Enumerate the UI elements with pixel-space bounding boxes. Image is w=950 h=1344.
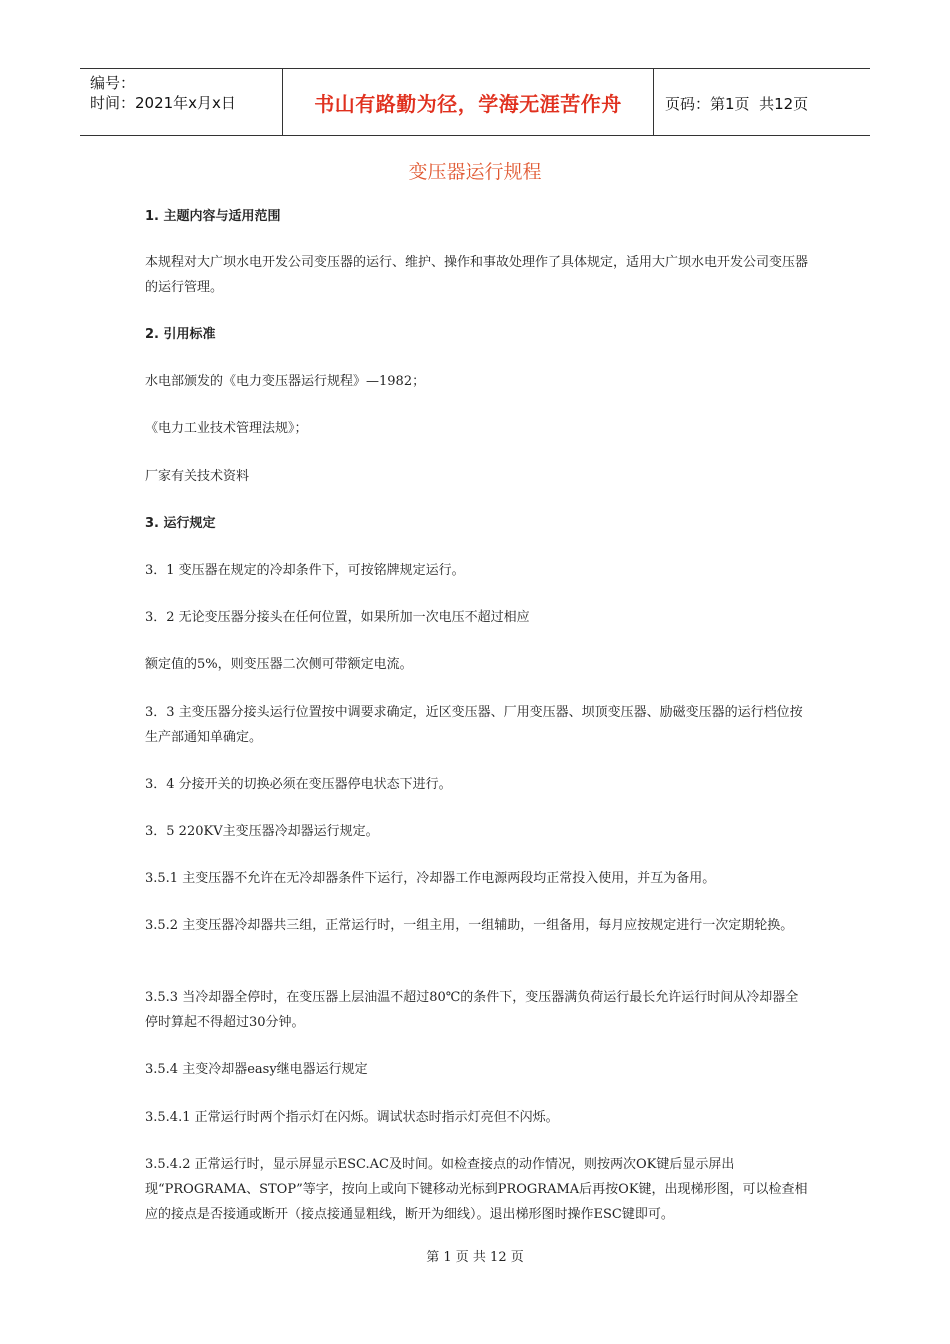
header-motto: 书山有路勤为径，学海无涯苦作舟 <box>282 69 654 135</box>
paragraph: 本规程对大广坝水电开发公司变压器的运行、维护、操作和事故处理作了具体规定，适用大广坝水电开发公司变压器的运行管理。 <box>145 255 809 295</box>
page-header <box>80 68 870 136</box>
paragraph: 厂家有关技术资料 <box>145 469 250 484</box>
paragraph: 3．5 220KV主变压器冷却器运行规定。 <box>145 824 379 839</box>
header-left <box>90 73 236 113</box>
paragraph: 3.5.3 当冷却器全停时，在变压器上层油温不超过80℃的条件下，变压器满负荷运行最长允许运行时间从冷却器全停时算起不得超过30分钟。 <box>145 990 799 1030</box>
document-title: 变压器运行规程 <box>408 161 542 183</box>
paragraph: 3.5.1 主变压器不允许在无冷却器条件下运行，冷却器工作电源两段均正常投入使用，并互为备用。 <box>145 871 716 886</box>
paragraph: 3．2 无论变压器分接头在任何位置，如果所加一次电压不超过相应 <box>145 610 530 625</box>
document-number-label: 编号： <box>90 74 136 92</box>
paragraph: 《电力工业技术管理法规》； <box>145 421 308 436</box>
section-heading-1: 1. 主题内容与适用范围 <box>145 209 281 224</box>
paragraph: 3．3 主变压器分接头运行位置按中调要求确定，近区变压器、厂用变压器、坝顶变压器、励磁变压器的运行档位按生产部通知单确定。 <box>145 705 803 745</box>
paragraph: 水电部颁发的《电力变压器运行规程》—1982； <box>145 374 426 389</box>
header-page-info: 页码：第1页 共12页 <box>665 95 809 113</box>
paragraph: 3．4 分接开关的切换必须在变压器停电状态下进行。 <box>145 777 452 792</box>
section-heading-3: 3. 运行规定 <box>145 516 216 531</box>
paragraph: 额定值的5%，则变压器二次侧可带额定电流。 <box>145 657 413 672</box>
paragraph: 3.5.4.2 正常运行时，显示屏显示ESC.AC及时间。如检查接点的动作情况，则按两次OK键后显示屏出现“PROGRAMA、STOP”等字，按向上或向下键移动光标到PROGRAMA后再按OK键，出现梯形图，可以检查相应的接点是否接通或断开（接点接通显粗线，断开为细线）。退出梯形图时操作ESC键即可。 <box>145 1157 808 1222</box>
paragraph: 3.5.4.1 正常运行时两个指示灯在闪烁。调试状态时指示灯亮但不闪烁。 <box>145 1110 559 1125</box>
document-time-label: 时间：2021年x月x日 <box>90 94 236 112</box>
paragraph: 3．1 变压器在规定的冷却条件下，可按铭牌规定运行。 <box>145 563 465 578</box>
section-heading-2: 2. 引用标准 <box>145 327 216 342</box>
paragraph: 3.5.2 主变压器冷却器共三组，正常运行时，一组主用，一组辅助，一组备用，每月应按规定进行一次定期轮换。 <box>145 918 794 933</box>
page-footer: 第 1 页 共 12 页 <box>426 1250 524 1265</box>
paragraph: 3.5.4 主变冷却器easy继电器运行规定 <box>145 1062 368 1077</box>
